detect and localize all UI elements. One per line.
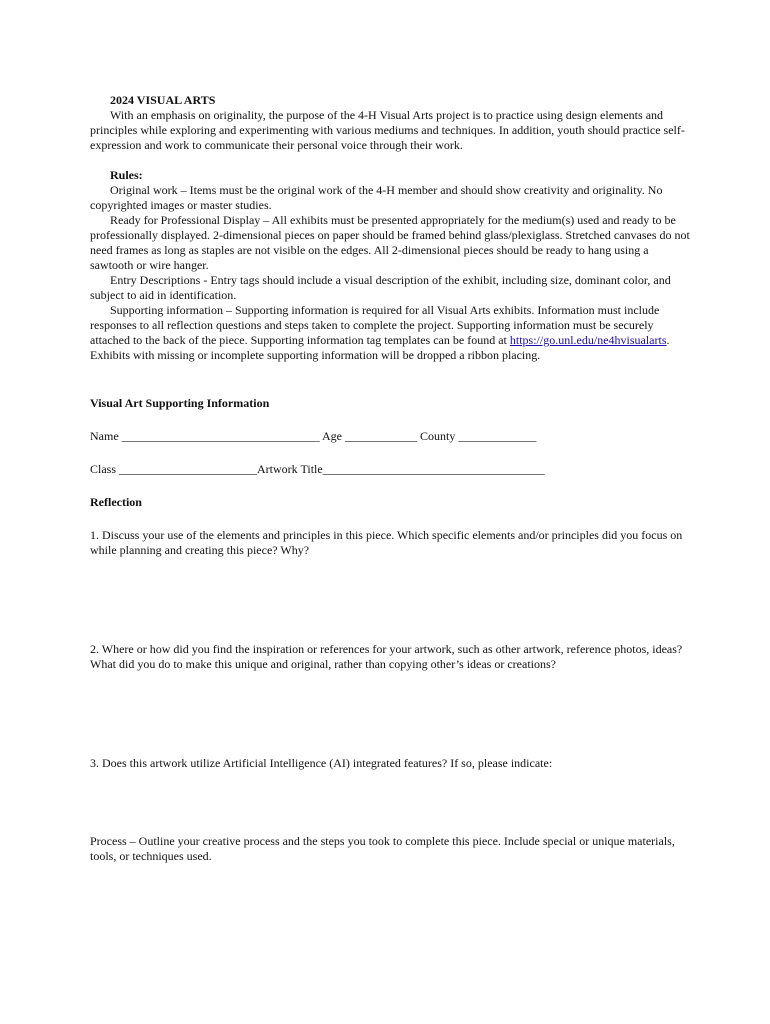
rule-supporting-information xyxy=(90,303,690,363)
supporting-info-text-end: . Exhibits with missing or incomplete supporting information will be dropped a ribbon placing. xyxy=(90,333,670,362)
supporting-info-heading: Visual Art Supporting Information xyxy=(90,396,270,410)
visual-arts-link[interactable]: https://go.unl.edu/ne4hvisualarts xyxy=(509,333,667,347)
name-age-county-line: Name _________________________________ Age ____________ County _____________ xyxy=(90,429,537,443)
rule-ready-display: Ready for Professional Display – All exhibits must be presented appropriately for the medium(s) used and ready to be professionally displayed. 2-dimensional pieces on paper should be framed behind glass/plexiglass. Stretched canvases do not need frames as long as staples are not visible on the edges. All 2-dimensional pieces should be ready to hang using a sawtooth or wire hanger. xyxy=(90,213,690,272)
question-1: 1. Discuss your use of the elements and principles in this piece. Which specific elements and/or principles did you focus on while planning and creating this piece? Why? xyxy=(90,528,683,557)
supporting-info-text: Supporting information – Supporting information is required for all Visual Arts exhibits. Information must include responses to all reflection questions and steps taken to complete the project. Supporting information must be securely attached to the back of the piece. Supporting information tag templates can be found at xyxy=(90,303,660,347)
document-page xyxy=(90,93,690,864)
question-2: 2. Where or how did you find the inspiration or references for your artwork, such as other artwork, reference photos, ideas? What did you do to make this unique and original, rather than copying other’s ideas or creations? xyxy=(90,642,683,671)
question-3: 3. Does this artwork utilize Artificial Intelligence (AI) integrated features? If so, please indicate: xyxy=(90,756,553,770)
process-question: Process – Outline your creative process and the steps you took to complete this piece. Include special or unique materials, tools, or techniques used. xyxy=(90,834,675,863)
document-title: 2024 VISUAL ARTS xyxy=(110,93,216,107)
rule-entry-descriptions: Entry Descriptions - Entry tags should include a visual description of the exhibit, including size, dominant color, and subject to aid in identification. xyxy=(90,273,671,302)
reflection-heading: Reflection xyxy=(90,495,142,509)
class-artwork-title-line: Class _______________________Artwork Title_____________________________________ xyxy=(90,462,545,476)
intro-paragraph: With an emphasis on originality, the purpose of the 4-H Visual Arts project is to practice using design elements and principles while exploring and experimenting with various mediums and techniques. In addition, youth should practice self-expression and work to communicate their personal voice through their work. xyxy=(90,108,685,152)
rules-heading: Rules: xyxy=(110,168,143,182)
rule-original-work: Original work – Items must be the original work of the 4-H member and should show creativity and originality. No copyrighted images or master studies. xyxy=(90,183,663,212)
